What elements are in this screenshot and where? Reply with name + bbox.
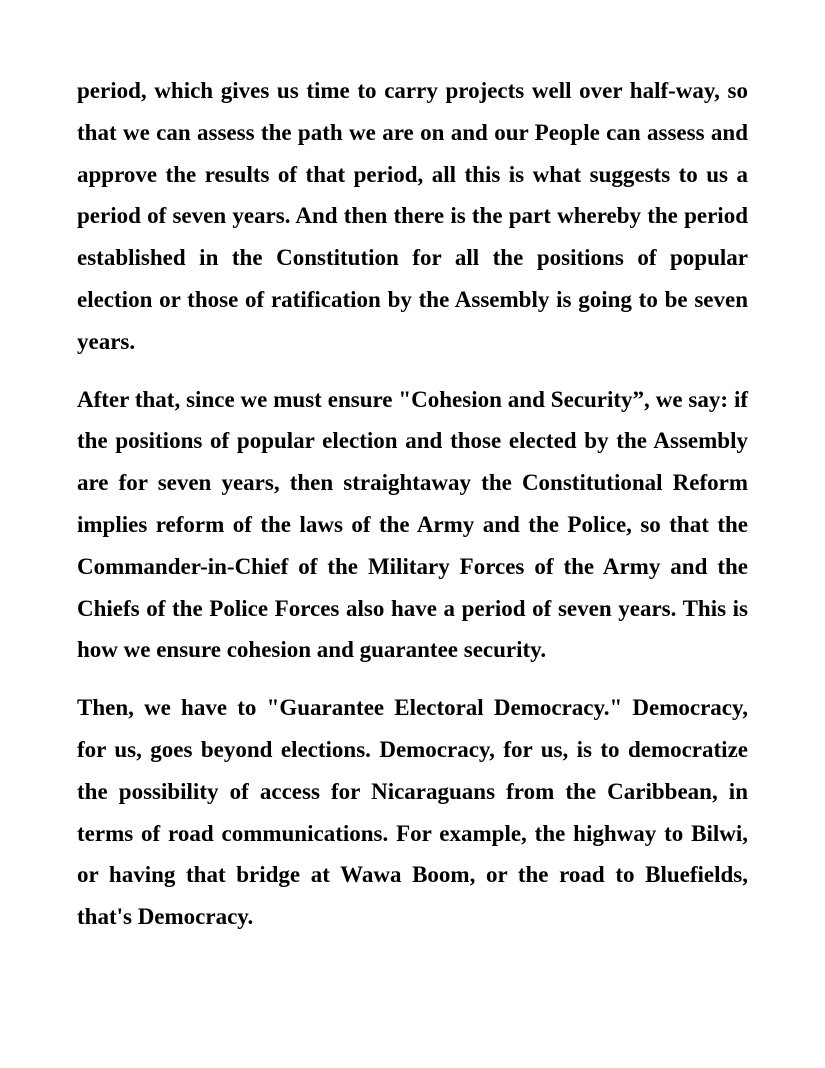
document-page <box>77 70 748 938</box>
body-paragraph-1: period, which gives us time to carry projects well over half-way, so that we can assess the path we are on and our People can assess and approve the results of that period, all this is what suggests to us a period of seven years. And then there is the part whereby the period established in the Constitution for all the positions of popular election or those of ratification by the Assembly is going to be seven years. <box>77 78 748 354</box>
body-paragraph-3: Then, we have to "Guarantee Electoral Democracy." Democracy, for us, goes beyond elections. Democracy, for us, is to democratize the possibility of access for Nicaraguans from the Caribbean, in terms of road communications. For example, the highway to Bilwi, or having that bridge at Wawa Boom, or the road to Bluefields, that's Democracy. <box>77 695 748 930</box>
body-paragraph-2: After that, since we must ensure "Cohesion and Security”, we say: if the positions of popular election and those elected by the Assembly are for seven years, then straightaway the Constitutional Reform implies reform of the laws of the Army and the Police, so that the Commander-in-Chief of the Military Forces of the Army and the Chiefs of the Police Forces also have a period of seven years. This is how we ensure cohesion and guarantee security. <box>77 386 748 663</box>
